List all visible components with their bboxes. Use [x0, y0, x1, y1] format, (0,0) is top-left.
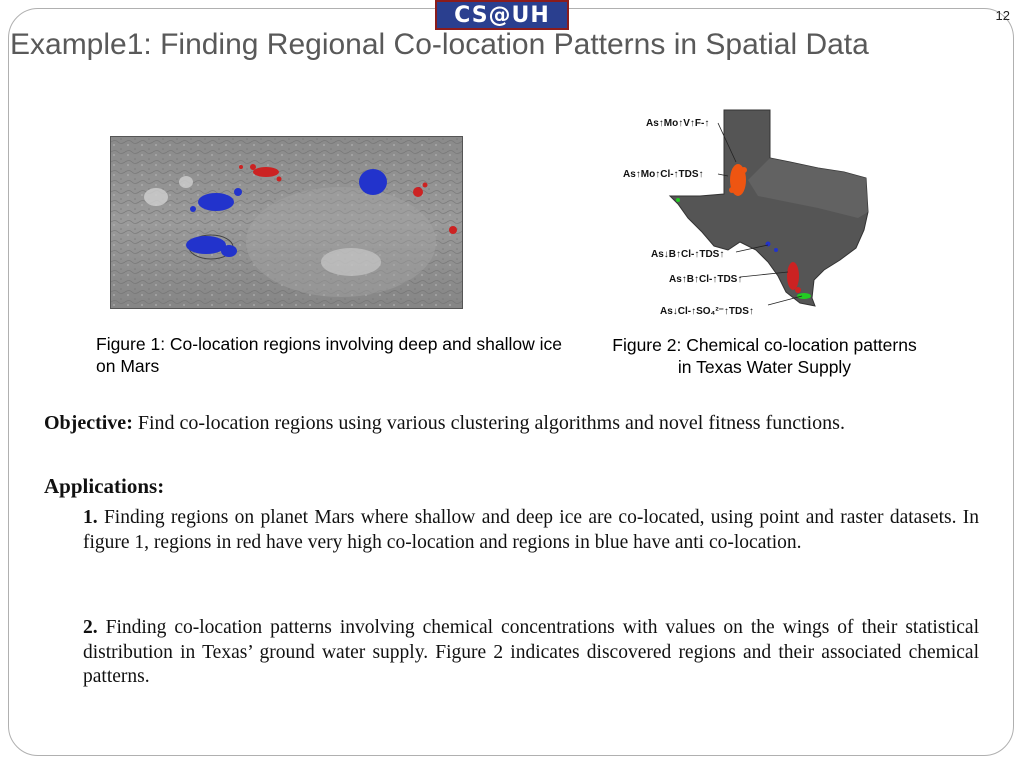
texas-label-3: As↓B↑Cl-↑TDS↑ [651, 249, 725, 260]
cs-uh-logo [435, 0, 569, 30]
page-title: Example1: Finding Regional Co-location Patterns in Spatial Data [10, 28, 869, 61]
texas-label-1: As↑Mo↑V↑F-↑ [646, 118, 710, 129]
application-text: Finding regions on planet Mars where shallow and deep ice are co-located, using point and raster datasets. In figure 1, regions in red have very high co-location and regions in blue have anti co-location. [83, 507, 979, 553]
application-number: 2. [83, 617, 98, 638]
objective-label: Objective: [44, 412, 133, 434]
mars-colocation-map [110, 136, 463, 309]
logo-text: CS@UH [454, 2, 550, 28]
objective-text: Find co-location regions using various clustering algorithms and novel fitness functions. [137, 412, 845, 434]
slide-number: 12 [995, 8, 1010, 23]
texas-label-5: As↓Cl-↑SO₄²⁻↑TDS↑ [660, 306, 754, 317]
objective-paragraph [44, 412, 994, 435]
application-item-2 [83, 616, 979, 690]
texas-chemical-map [618, 100, 880, 322]
application-number: 1. [83, 507, 98, 528]
application-text: Finding co-location patterns involving chemical concentrations with values on the wings of their statistical distribution in Texas’ ground water supply. Figure 2 indicates discovered regions and their associated chemical patterns. [83, 617, 979, 687]
figure2-caption: Figure 2: Chemical co-location patterns in Texas Water Supply [612, 335, 917, 377]
texas-label-2: As↑Mo↑Cl-↑TDS↑ [623, 169, 704, 180]
application-item-1 [83, 506, 979, 555]
applications-heading: Applications: [44, 474, 165, 498]
texas-label-4: As↑B↑Cl-↑TDS↑ [669, 274, 743, 285]
figure1-caption: Figure 1: Co-location regions involving deep and shallow ice on Mars [96, 334, 562, 376]
